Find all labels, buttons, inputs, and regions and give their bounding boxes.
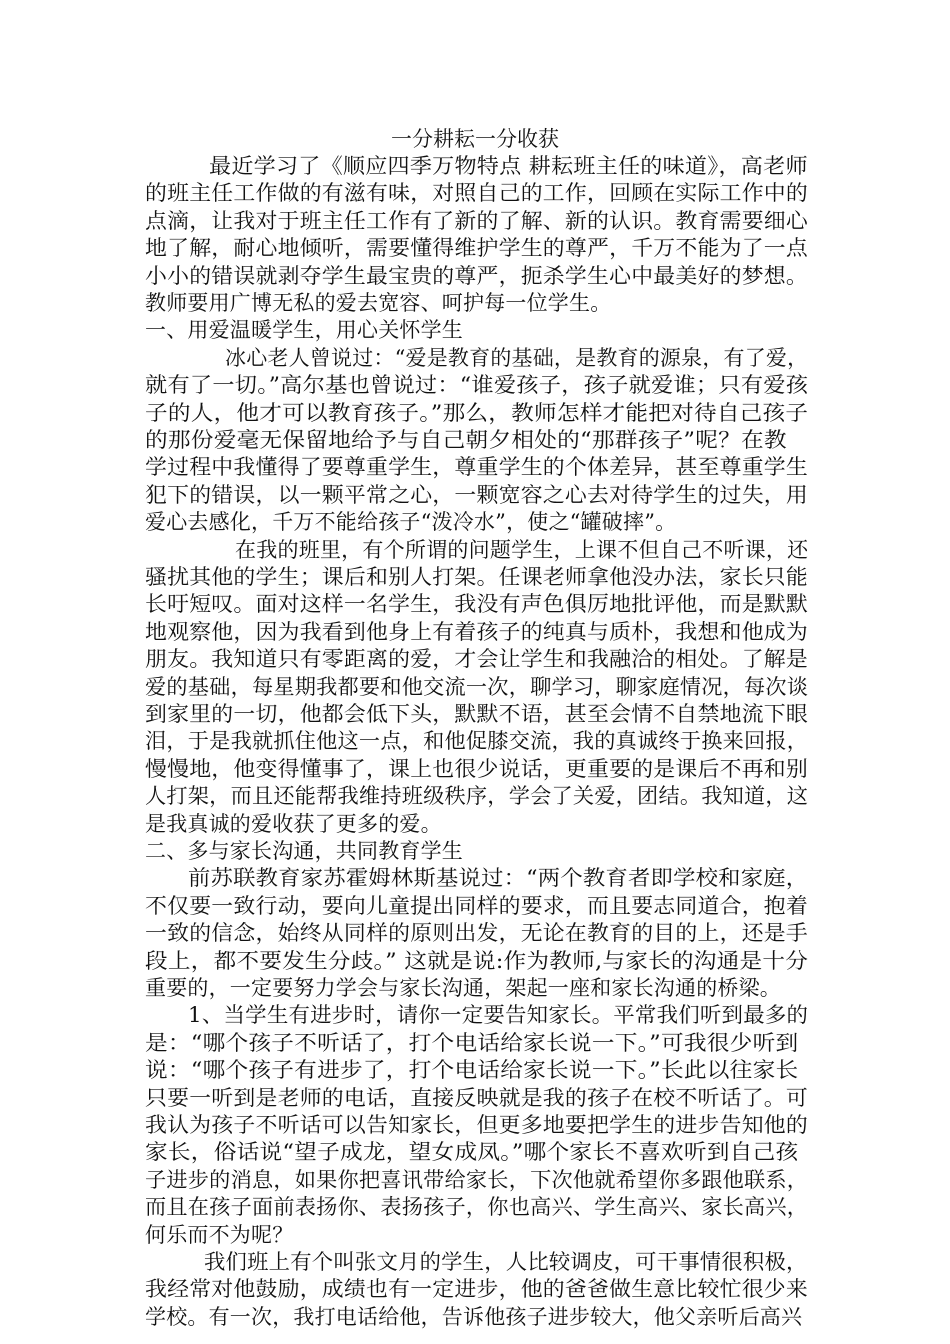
text-line: 不仅要一致行动，要向儿童提出同样的要求，而且要志同道合，抱着 xyxy=(145,893,808,918)
text-line: 段上，都不要发生分歧。” 这就是说:作为教师,与家长的沟通是十分 xyxy=(145,948,809,973)
text-line: 就有了一切。”高尔基也曾说过：“谁爱孩子，孩子就爱谁；只有爱孩 xyxy=(145,373,809,398)
text-line: 一致的信念，始终从同样的原则出发，无论在教育的目的上，还是手 xyxy=(145,921,808,946)
text-line: 犯下的错误，以一颗平常之心，一颗宽容之心去对待学生的过失，用 xyxy=(145,482,808,507)
text-line: 地观察他，因为我看到他身上有着孩子的纯真与质朴，我想和他成为 xyxy=(145,619,808,644)
text-line: 一、用爱温暖学生，用心关怀学生 xyxy=(145,318,463,343)
text-line: 重要的，一定要努力学会与家长沟通，架起一座和家长沟通的桥梁。 xyxy=(145,976,781,1000)
text-line: 二、多与家长沟通，共同教育学生 xyxy=(145,839,463,863)
text-line: 教师要用广博无私的爱去宽容、呵护每一位学生。 xyxy=(145,291,612,315)
text-line: 朋友。我知道只有零距离的爱，才会让学生和我融洽的相处。了解是 xyxy=(145,647,808,672)
text-line: 骚扰其他的学生；课后和别人打架。任课老师拿他没办法，家长只能 xyxy=(145,565,808,589)
text-line: 学过程中我懂得了要尊重学生，尊重学生的个体差异，甚至尊重学生 xyxy=(145,455,808,480)
text-line: 我们班上有个叫张文月的学生，人比较调皮，可干事情很积极， xyxy=(204,1250,808,1274)
text-line: 地了解，耐心地倾听，需要懂得维护学生的尊严，千万不能为了一点 xyxy=(145,236,808,261)
text-line: 冰心老人曾说过：“爱是教育的基础，是教育的源泉，有了爱， xyxy=(225,345,809,370)
text-line: 的那份爱毫无保留地给予与自己朝夕相处的“那群孩子”呢？在教 xyxy=(145,428,787,452)
text-line: 点滴，让我对于班主任工作有了新的了解、新的认识。教育需要细心 xyxy=(145,208,808,233)
text-line: 何乐而不为呢？ xyxy=(145,1222,294,1247)
text-line: 我认为孩子不听话可以告知家长，但更多地要把学生的进步告知他的 xyxy=(145,1113,808,1137)
text-line: 人打架，而且还能帮我维持班级秩序，学会了关爱，团结。我知道，这 xyxy=(145,784,809,809)
text-line: 慢慢地，他变得懂事了，课上也很少说话，更重要的是课后不再和别 xyxy=(145,756,808,781)
text-line: 到家里的一切，他都会低下头，默默不语，甚至会情不自禁地流下眼 xyxy=(145,702,808,726)
text-line: 最近学习了《顺应四季万物特点 耕耘班主任的味道》，高老师 xyxy=(209,154,808,178)
text-line: 家长，俗话说“望子成龙，望女成凤。”哪个家长不喜欢听到自己孩 xyxy=(145,1140,799,1165)
text-line: 小小的错误就剥夺学生最宝贵的尊严，扼杀学生心中最美好的梦想。 xyxy=(145,263,808,288)
text-line: 子进步的消息，如果你把喜讯带给家长，下次他就希望你多跟他联系， xyxy=(145,1167,809,1192)
document-title: 一分耕耘一分收获 xyxy=(391,127,559,151)
text-line: 只要一听到是老师的电话，直接反映就是我的孩子在校不听话了。可 xyxy=(145,1085,808,1110)
text-line: 长吁短叹。面对这样一名学生，我没有声色俱厉地批评他，而是默默 xyxy=(145,592,808,617)
text-line: 爱的基础，每星期我都要和他交流一次，聊学习，聊家庭情况，每次谈 xyxy=(145,674,809,699)
text-line: 1、当学生有进步时，请你一定要告知家长。平常我们听到最多的 xyxy=(188,1003,809,1028)
text-line: 在我的班里，有个所谓的问题学生，上课不但自己不听课，还 xyxy=(235,537,809,562)
text-line: 前苏联教育家苏霍姆林斯基说过：“两个教育者即学校和家庭， xyxy=(188,866,809,891)
text-line: 学校。有一次，我打电话给他，告诉他孩子进步较大，他父亲听后高兴 xyxy=(145,1304,803,1329)
text-line: 子的人，他才可以教育孩子。”那么，教师怎样才能把对待自己孩子 xyxy=(145,400,809,425)
text-line: 而且在孩子面前表扬你、表扬孩子，你也高兴、学生高兴、家长高兴， xyxy=(145,1195,809,1220)
text-line: 是：“哪个孩子不听话了，打个电话给家长说一下。”可我很少听到 xyxy=(145,1030,799,1055)
text-line: 的班主任工作做的有滋有味，对照自己的工作，回顾在实际工作中的 xyxy=(145,181,808,206)
text-line: 是我真诚的爱收获了更多的爱。 xyxy=(145,811,442,836)
text-line: 泪，于是我就抓住他这一点，和他促膝交流，我的真诚终于换来回报， xyxy=(145,729,809,754)
text-line: 说：“哪个孩子有进步了，打个电话给家长说一下。”长此以往家长 xyxy=(145,1058,799,1083)
text-line: 爱心去感化，千万不能给孩子“泼冷水”，使之“罐破摔”。 xyxy=(145,510,677,535)
text-line: 我经常对他鼓励，成绩也有一定进步，他的爸爸做生意比较忙很少来 xyxy=(145,1277,808,1302)
